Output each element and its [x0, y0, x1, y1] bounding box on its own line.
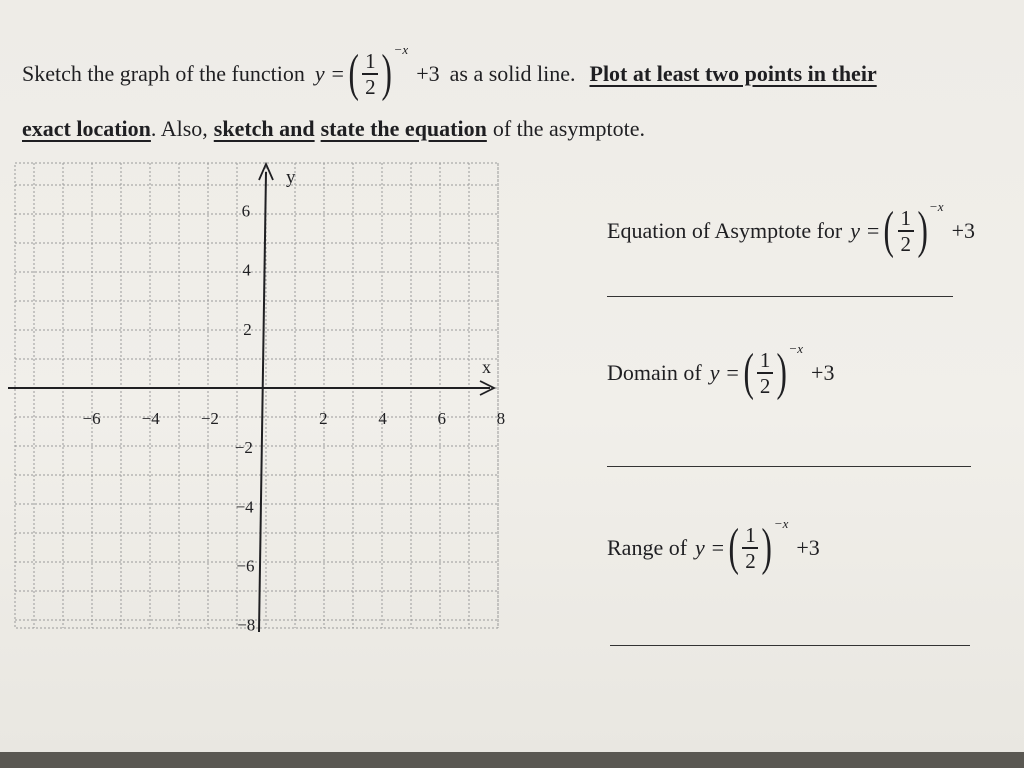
x-tick-label: 2 — [319, 409, 328, 428]
fraction — [742, 524, 758, 572]
exponent: −x — [929, 199, 944, 214]
y-tick-label: −6 — [236, 556, 255, 576]
range-question — [607, 516, 824, 576]
denominator: 2 — [759, 373, 771, 398]
domain-answer-line[interactable] — [607, 466, 971, 467]
asymptote-answer-line[interactable] — [607, 296, 953, 297]
plus-three: +3 — [951, 218, 975, 243]
domain-label: Domain of — [607, 360, 702, 385]
y-tick-label: 6 — [241, 201, 251, 221]
fraction — [757, 349, 773, 397]
denominator: 2 — [365, 74, 376, 99]
grid-border — [15, 163, 498, 628]
y-tick-label: −8 — [237, 615, 256, 635]
plus-three: +3 — [416, 61, 440, 86]
left-paren: ( — [743, 344, 754, 401]
exponent: −x — [393, 42, 409, 57]
asymptote-formula — [850, 199, 975, 259]
grid-lines — [15, 163, 498, 628]
plus-three: +3 — [796, 535, 820, 560]
formula-y: y = — [695, 535, 726, 560]
instruction-bold-plot: Plot at least two points in their — [589, 61, 877, 86]
left-paren: ( — [883, 202, 895, 259]
plus-three: +3 — [811, 360, 835, 385]
formula-y: y = — [850, 218, 881, 243]
y-tick-label: −4 — [235, 497, 254, 517]
right-paren: ) — [381, 45, 393, 102]
instruction-text-post: as a solid line. — [449, 61, 576, 86]
exponent: −x — [788, 341, 804, 356]
formula-y: y = — [314, 61, 345, 86]
instruction-bold-state: state the equation — [320, 116, 487, 141]
x-tick-label: 4 — [378, 409, 387, 428]
tick-labels — [83, 202, 506, 635]
x-tick-label: −4 — [141, 409, 160, 428]
instruction-also: . Also, — [150, 116, 208, 141]
denominator: 2 — [745, 548, 756, 573]
desk-edge — [0, 752, 1024, 768]
x-tick-label: 8 — [496, 409, 506, 428]
fraction — [898, 207, 914, 255]
y-tick-label: 2 — [243, 319, 252, 339]
domain-formula — [709, 341, 835, 401]
formula-y: y = — [709, 360, 740, 385]
asymptote-label: Equation of Asymptote for — [607, 218, 843, 243]
y-tick-label: −2 — [234, 438, 253, 458]
asymptote-question — [607, 199, 979, 259]
y-axis — [259, 172, 266, 632]
y-axis-label: y — [286, 167, 296, 188]
exponent: −x — [773, 516, 789, 531]
range-answer-line[interactable] — [610, 645, 970, 646]
x-tick-label: −6 — [82, 409, 101, 428]
instruction-text: Sketch the graph of the function — [22, 61, 305, 86]
numerator: 1 — [365, 49, 376, 74]
right-paren: ) — [776, 344, 788, 401]
instruction-bold-exact: exact location — [22, 116, 151, 141]
denominator: 2 — [900, 231, 911, 256]
right-paren: ) — [761, 519, 773, 576]
numerator: 1 — [900, 206, 911, 231]
range-formula — [695, 516, 820, 576]
range-label: Range of — [607, 535, 688, 560]
x-tick-label: 6 — [437, 409, 446, 428]
x-axis-label: x — [482, 357, 491, 377]
right-paren: ) — [917, 202, 928, 259]
left-paren: ( — [728, 519, 740, 576]
numerator: 1 — [745, 523, 756, 548]
instruction-bold-sketch: sketch and — [213, 116, 315, 141]
instruction-tail: of the asymptote. — [492, 116, 645, 141]
y-tick-label: 4 — [242, 260, 251, 280]
domain-question — [607, 341, 838, 401]
numerator: 1 — [759, 348, 771, 373]
x-tick-label: −2 — [200, 409, 219, 428]
left-paren: ( — [348, 45, 359, 102]
